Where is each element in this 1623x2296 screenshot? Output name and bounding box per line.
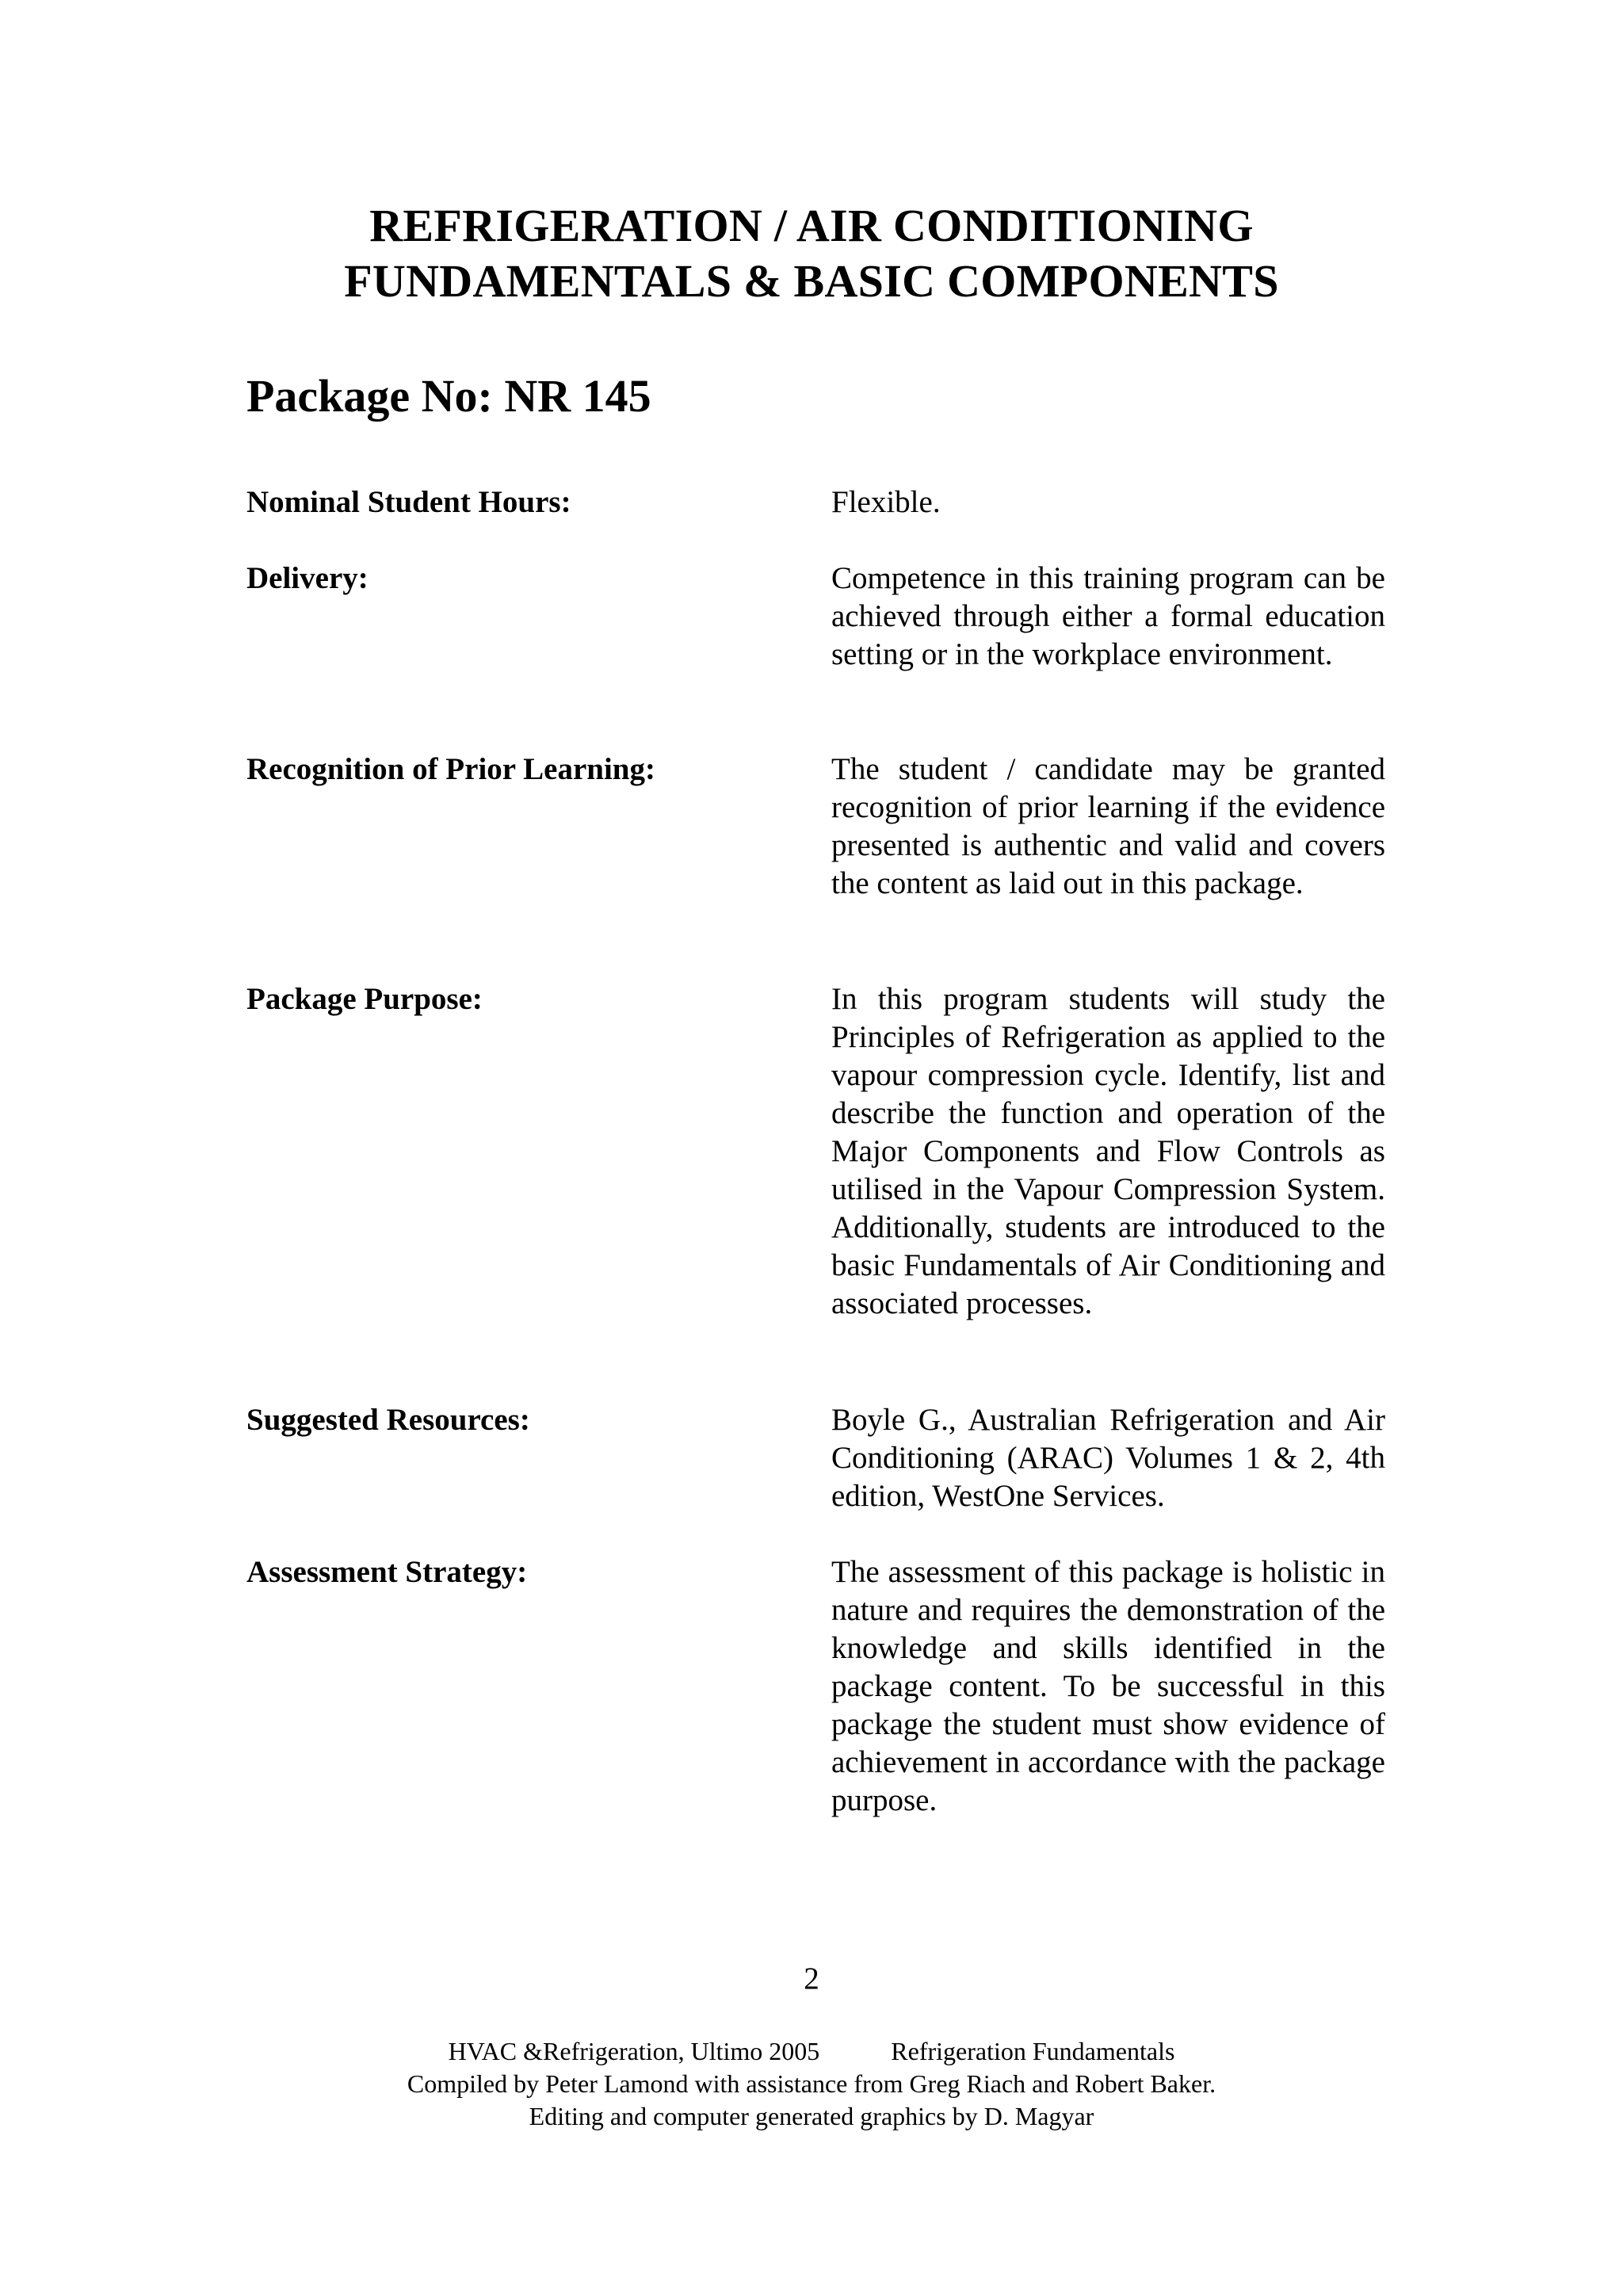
title-line-2: FUNDAMENTALS & BASIC COMPONENTS (344, 255, 1279, 307)
field-value: The assessment of this package is holistic in nature and requires the demonstration of the knowledge and skills identified in the package content. To be successful in this package the student must show evidence of achievement in accordance with the package purpose. (831, 1555, 1385, 1817)
document-title (0, 198, 1623, 309)
field-label: Suggested Resources: (246, 1403, 530, 1437)
field-value: In this program students will study the Principles of Refrigeration as applied to the vapour compression cycle. Identify, list and describe the function and operation of the Major Components and Flow Controls as utilised in the Vapour Compression System. Additionally, students are introduced to the basic Fundamentals of Air Conditioning and associated processes. (831, 982, 1385, 1320)
field-label: Delivery: (246, 561, 369, 595)
footer-document-name: Refrigeration Fundamentals (891, 2037, 1175, 2065)
footer-course-info: HVAC &Refrigeration, Ultimo 2005 (448, 2037, 820, 2065)
page-number: 2 (804, 1962, 819, 1996)
footer-credits: Compiled by Peter Lamond with assistance from Greg Riach and Robert Baker. (407, 2069, 1216, 2098)
field-label: Assessment Strategy: (246, 1555, 528, 1589)
footer-line-1 (0, 2035, 1623, 2068)
field-value: Boyle G., Australian Refrigeration and Air Conditioning (ARAC) Volumes 1 & 2, 4th edition, WestOne Services. (831, 1403, 1385, 1513)
footer-editing-credits: Editing and computer generated graphics by D. Magyar (529, 2102, 1094, 2130)
title-line-1: REFRIGERATION / AIR CONDITIONING (369, 200, 1254, 251)
field-label: Package Purpose: (246, 982, 483, 1016)
page-footer (0, 2035, 1623, 2133)
field-value: Flexible. (831, 485, 941, 519)
field-value: Competence in this training program can be achieved through either a formal education setting or in the workplace environment. (831, 561, 1385, 671)
field-label: Nominal Student Hours: (246, 485, 571, 519)
field-value: The student / candidate may be granted recognition of prior learning if the evidence presented is authentic and valid and covers the content as laid out in this package. (831, 752, 1385, 900)
package-number-heading: Package No: NR 145 (246, 370, 651, 422)
field-label: Recognition of Prior Learning: (246, 752, 655, 786)
